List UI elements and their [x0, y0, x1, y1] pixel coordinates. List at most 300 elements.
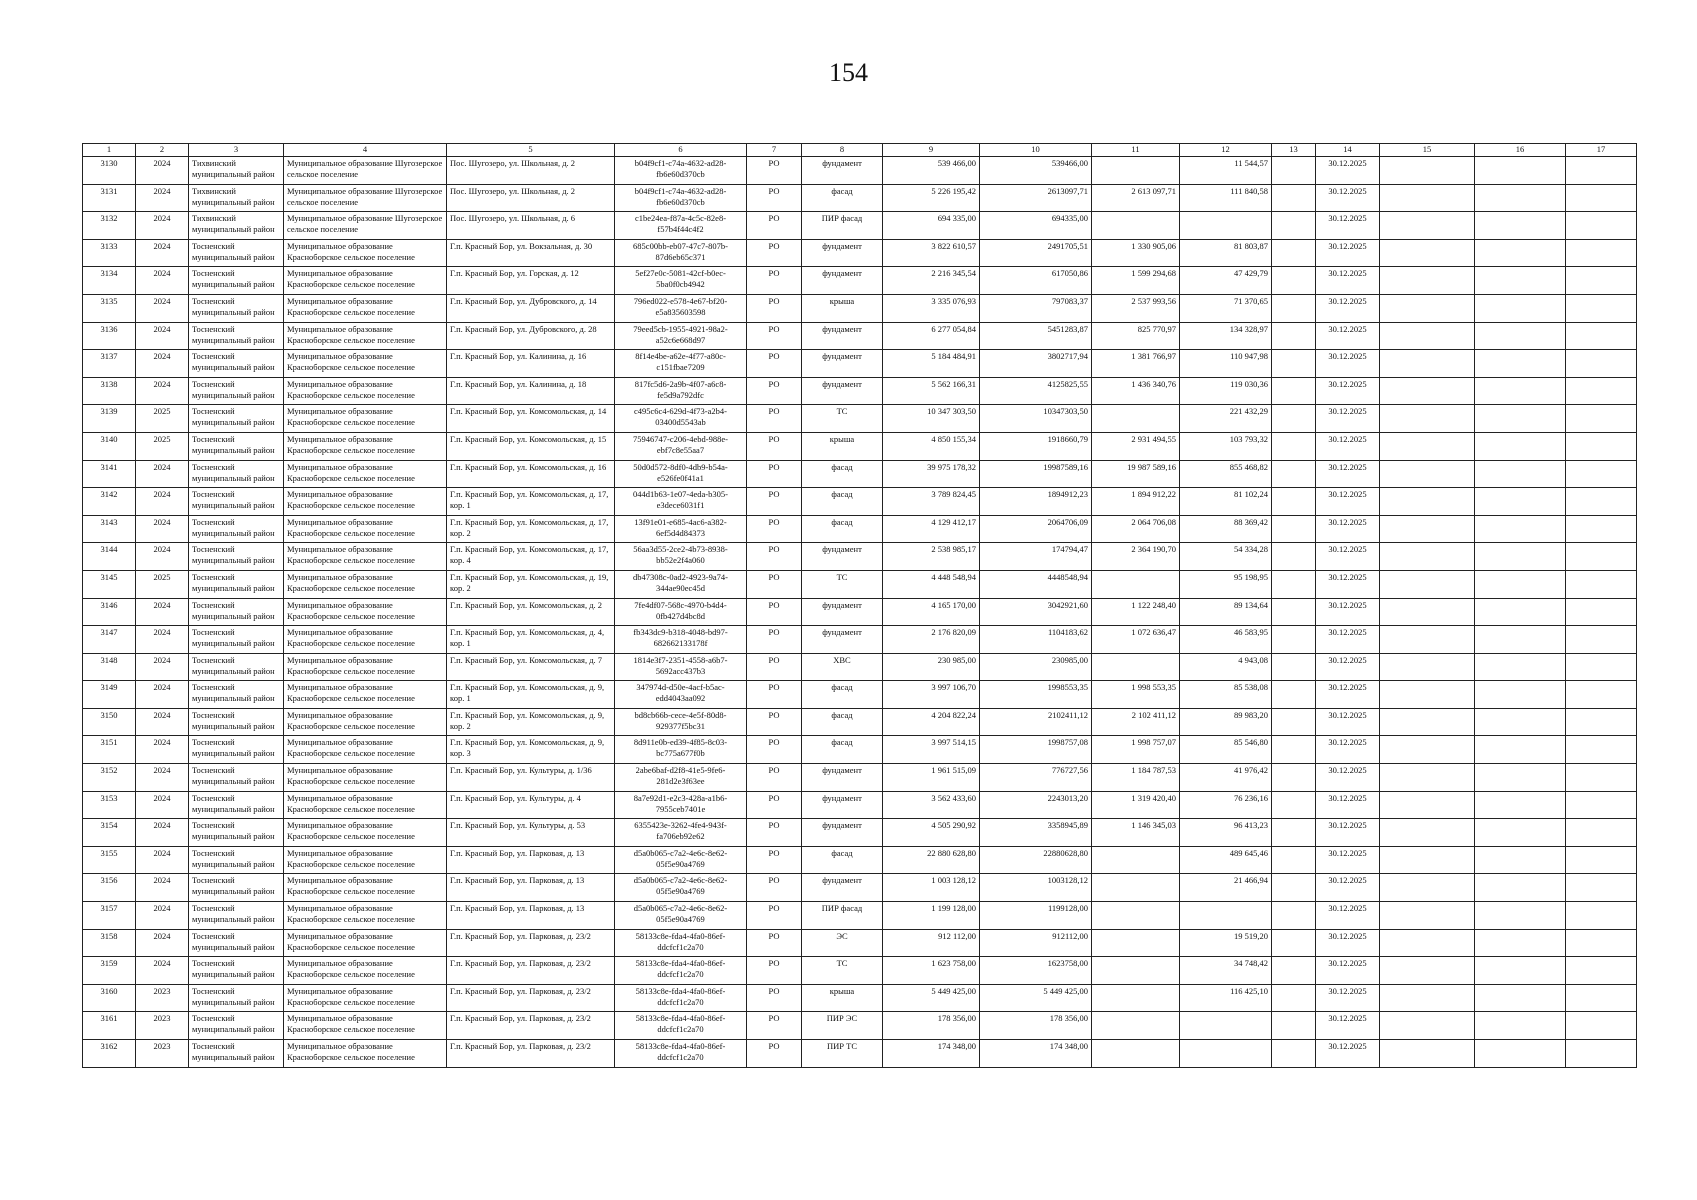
table-cell-col-5: Г.п. Красный Бор, ул. Калинина, д. 16 — [447, 350, 615, 378]
table-cell-col-1: 3148 — [83, 653, 136, 681]
table-cell-col-14: 30.12.2025 — [1316, 874, 1380, 902]
column-header-2: 2 — [136, 144, 189, 157]
table-cell-col-2: 2024 — [136, 267, 189, 295]
column-header-3: 3 — [189, 144, 284, 157]
table-cell-col-15 — [1380, 929, 1475, 957]
table-row — [83, 929, 1637, 957]
table-cell-col-12: 110 947,98 — [1180, 350, 1272, 378]
table-cell-col-14: 30.12.2025 — [1316, 653, 1380, 681]
table-cell-col-3: Тосненский муниципальный район — [189, 377, 284, 405]
table-cell-col-16 — [1475, 929, 1566, 957]
table-cell-col-10: 174794,47 — [980, 543, 1092, 571]
table-cell-col-14: 30.12.2025 — [1316, 902, 1380, 930]
table-cell-col-15 — [1380, 681, 1475, 709]
table-cell-col-12: 19 519,20 — [1180, 929, 1272, 957]
table-cell-col-3: Тосненский муниципальный район — [189, 626, 284, 654]
table-cell-col-1: 3136 — [83, 322, 136, 350]
table-cell-col-12: 489 645,46 — [1180, 846, 1272, 874]
table-cell-col-10: 5451283,87 — [980, 322, 1092, 350]
table-cell-col-8: ПИР ТС — [802, 1040, 883, 1068]
table-cell-col-10: 617050,86 — [980, 267, 1092, 295]
table-cell-col-10: 22880628,80 — [980, 846, 1092, 874]
table-cell-col-17 — [1566, 846, 1637, 874]
table-cell-col-8: ЭС — [802, 929, 883, 957]
table-cell-col-10: 10347303,50 — [980, 405, 1092, 433]
column-header-5: 5 — [447, 144, 615, 157]
table-cell-col-11: 1 599 294,68 — [1092, 267, 1180, 295]
table-cell-col-2: 2024 — [136, 460, 189, 488]
table-cell-col-8: фундамент — [802, 377, 883, 405]
table-cell-col-2: 2025 — [136, 570, 189, 598]
table-cell-col-1: 3155 — [83, 846, 136, 874]
table-cell-col-8: фундамент — [802, 157, 883, 185]
table-cell-col-11: 1 894 912,22 — [1092, 488, 1180, 516]
table-row — [83, 764, 1637, 792]
table-cell-col-10: 539466,00 — [980, 157, 1092, 185]
table-cell-col-7: РО — [747, 543, 802, 571]
table-cell-col-4: Муниципальное образование Красноборское сельское поселение — [284, 570, 447, 598]
table-cell-col-10: 2064706,09 — [980, 515, 1092, 543]
table-cell-col-11: 2 537 993,56 — [1092, 294, 1180, 322]
table-cell-col-7: РО — [747, 570, 802, 598]
table-cell-col-14: 30.12.2025 — [1316, 708, 1380, 736]
table-cell-col-17 — [1566, 184, 1637, 212]
table-cell-col-10: 2491705,51 — [980, 239, 1092, 267]
column-header-7: 7 — [747, 144, 802, 157]
table-cell-col-14: 30.12.2025 — [1316, 267, 1380, 295]
table-cell-col-5: Г.п. Красный Бор, ул. Парковая, д. 23/2 — [447, 957, 615, 985]
table-cell-col-9: 3 822 610,57 — [883, 239, 980, 267]
table-cell-col-3: Тосненский муниципальный район — [189, 543, 284, 571]
table-cell-col-6: 044d1b63-1e07-4eda-b305-e3dece6031f1 — [615, 488, 747, 516]
table-cell-col-1: 3162 — [83, 1040, 136, 1068]
table-cell-col-9: 912 112,00 — [883, 929, 980, 957]
table-cell-col-7: РО — [747, 598, 802, 626]
table-cell-col-10: 2613097,71 — [980, 184, 1092, 212]
table-cell-col-7: РО — [747, 184, 802, 212]
table-cell-col-7: РО — [747, 957, 802, 985]
table-cell-col-2: 2023 — [136, 1040, 189, 1068]
table-cell-col-10: 3042921,60 — [980, 598, 1092, 626]
table-cell-col-15 — [1380, 653, 1475, 681]
column-header-9: 9 — [883, 144, 980, 157]
table-cell-col-2: 2024 — [136, 681, 189, 709]
table-cell-col-2: 2024 — [136, 736, 189, 764]
table-cell-col-2: 2024 — [136, 543, 189, 571]
table-cell-col-3: Тосненский муниципальный район — [189, 350, 284, 378]
table-cell-col-11: 2 364 190,70 — [1092, 543, 1180, 571]
table-cell-col-15 — [1380, 212, 1475, 240]
table-cell-col-7: РО — [747, 294, 802, 322]
table-cell-col-5: Г.п. Красный Бор, ул. Дубровского, д. 14 — [447, 294, 615, 322]
table-cell-col-9: 5 449 425,00 — [883, 984, 980, 1012]
table-cell-col-14: 30.12.2025 — [1316, 736, 1380, 764]
table-cell-col-15 — [1380, 432, 1475, 460]
table-cell-col-1: 3138 — [83, 377, 136, 405]
table-cell-col-3: Тосненский муниципальный район — [189, 984, 284, 1012]
table-cell-col-12: 47 429,79 — [1180, 267, 1272, 295]
table-cell-col-15 — [1380, 626, 1475, 654]
table-cell-col-9: 174 348,00 — [883, 1040, 980, 1068]
table-cell-col-9: 1 961 515,09 — [883, 764, 980, 792]
table-cell-col-17 — [1566, 791, 1637, 819]
table-cell-col-17 — [1566, 681, 1637, 709]
table-cell-col-1: 3154 — [83, 819, 136, 847]
table-cell-col-6: 2abe6baf-d2f8-41e5-9fe6-281d2e3f63ee — [615, 764, 747, 792]
table-cell-col-16 — [1475, 267, 1566, 295]
table-cell-col-12: 76 236,16 — [1180, 791, 1272, 819]
table-cell-col-13 — [1272, 294, 1316, 322]
table-cell-col-4: Муниципальное образование Красноборское сельское поселение — [284, 626, 447, 654]
table-cell-col-8: крыша — [802, 984, 883, 1012]
table-row — [83, 515, 1637, 543]
table-cell-col-9: 2 538 985,17 — [883, 543, 980, 571]
table-cell-col-13 — [1272, 708, 1316, 736]
table-cell-col-17 — [1566, 432, 1637, 460]
table-cell-col-12: 89 134,64 — [1180, 598, 1272, 626]
table-cell-col-6: 58133c8e-fda4-4fa0-86ef-ddcfcf1c2a70 — [615, 1040, 747, 1068]
table-cell-col-11 — [1092, 846, 1180, 874]
table-cell-col-2: 2025 — [136, 432, 189, 460]
table-cell-col-9: 2 176 820,09 — [883, 626, 980, 654]
table-cell-col-8: фасад — [802, 184, 883, 212]
table-cell-col-2: 2024 — [136, 708, 189, 736]
table-row — [83, 157, 1637, 185]
table-cell-col-9: 230 985,00 — [883, 653, 980, 681]
table-cell-col-15 — [1380, 488, 1475, 516]
table-cell-col-12: 85 538,08 — [1180, 681, 1272, 709]
table-cell-col-1: 3157 — [83, 902, 136, 930]
table-cell-col-6: b04f9cf1-c74a-4632-ad28-fb6e60d370cb — [615, 184, 747, 212]
table-cell-col-17 — [1566, 598, 1637, 626]
table-cell-col-11: 1 998 757,07 — [1092, 736, 1180, 764]
table-cell-col-5: Пос. Шугозеро, ул. Школьная, д. 2 — [447, 157, 615, 185]
table-cell-col-10: 19987589,16 — [980, 460, 1092, 488]
table-cell-col-14: 30.12.2025 — [1316, 157, 1380, 185]
table-cell-col-15 — [1380, 405, 1475, 433]
table-cell-col-6: 8d911e0b-ed39-4f85-8c03-bc775a677f0b — [615, 736, 747, 764]
table-cell-col-11 — [1092, 957, 1180, 985]
table-cell-col-10: 1894912,23 — [980, 488, 1092, 516]
table-cell-col-5: Г.п. Красный Бор, ул. Комсомольская, д. 16 — [447, 460, 615, 488]
table-cell-col-14: 30.12.2025 — [1316, 488, 1380, 516]
table-cell-col-8: ПИР фасад — [802, 902, 883, 930]
table-cell-col-5: Г.п. Красный Бор, ул. Парковая, д. 13 — [447, 874, 615, 902]
table-cell-col-11: 1 319 420,40 — [1092, 791, 1180, 819]
table-cell-col-10: 174 348,00 — [980, 1040, 1092, 1068]
table-cell-col-10: 1998553,35 — [980, 681, 1092, 709]
table-row — [83, 819, 1637, 847]
table-cell-col-2: 2024 — [136, 626, 189, 654]
table-cell-col-16 — [1475, 157, 1566, 185]
table-cell-col-12 — [1180, 1012, 1272, 1040]
table-cell-col-16 — [1475, 405, 1566, 433]
table-cell-col-4: Муниципальное образование Красноборское сельское поселение — [284, 598, 447, 626]
table-cell-col-11: 1 072 636,47 — [1092, 626, 1180, 654]
table-cell-col-10: 1998757,08 — [980, 736, 1092, 764]
table-cell-col-12: 855 468,82 — [1180, 460, 1272, 488]
table-cell-col-13 — [1272, 157, 1316, 185]
table-cell-col-3: Тосненский муниципальный район — [189, 460, 284, 488]
table-cell-col-1: 3147 — [83, 626, 136, 654]
table-cell-col-15 — [1380, 267, 1475, 295]
table-cell-col-15 — [1380, 598, 1475, 626]
table-cell-col-9: 4 448 548,94 — [883, 570, 980, 598]
table-cell-col-14: 30.12.2025 — [1316, 819, 1380, 847]
table-cell-col-7: РО — [747, 515, 802, 543]
header-row — [83, 144, 1637, 157]
table-cell-col-11: 1 381 766,97 — [1092, 350, 1180, 378]
table-cell-col-12: 54 334,28 — [1180, 543, 1272, 571]
table-cell-col-17 — [1566, 543, 1637, 571]
table-cell-col-9: 5 226 195,42 — [883, 184, 980, 212]
table-cell-col-16 — [1475, 874, 1566, 902]
table-cell-col-12: 88 369,42 — [1180, 515, 1272, 543]
table-body — [83, 157, 1637, 1068]
table-cell-col-9: 22 880 628,80 — [883, 846, 980, 874]
column-header-6: 6 — [615, 144, 747, 157]
table-cell-col-14: 30.12.2025 — [1316, 322, 1380, 350]
table-cell-col-9: 2 216 345,54 — [883, 267, 980, 295]
table-cell-col-3: Тосненский муниципальный район — [189, 405, 284, 433]
table-cell-col-16 — [1475, 626, 1566, 654]
table-cell-col-11 — [1092, 212, 1180, 240]
table-cell-col-8: фундамент — [802, 543, 883, 571]
table-cell-col-6: 13f91e01-e685-4ac6-a382-6ef5d4d84373 — [615, 515, 747, 543]
table-cell-col-10: 3358945,89 — [980, 819, 1092, 847]
table-cell-col-9: 3 997 514,15 — [883, 736, 980, 764]
table-cell-col-5: Г.п. Красный Бор, ул. Парковая, д. 13 — [447, 902, 615, 930]
table-cell-col-13 — [1272, 626, 1316, 654]
table-row — [83, 184, 1637, 212]
table-cell-col-5: Г.п. Красный Бор, ул. Культуры, д. 1/36 — [447, 764, 615, 792]
table-cell-col-8: крыша — [802, 432, 883, 460]
table-cell-col-12: 85 546,80 — [1180, 736, 1272, 764]
table-cell-col-17 — [1566, 570, 1637, 598]
table-cell-col-13 — [1272, 322, 1316, 350]
table-cell-col-14: 30.12.2025 — [1316, 681, 1380, 709]
table-row — [83, 1012, 1637, 1040]
table-cell-col-10: 4125825,55 — [980, 377, 1092, 405]
table-cell-col-12 — [1180, 212, 1272, 240]
table-cell-col-10: 797083,37 — [980, 294, 1092, 322]
table-cell-col-10: 1199128,00 — [980, 902, 1092, 930]
table-row — [83, 984, 1637, 1012]
table-cell-col-17 — [1566, 377, 1637, 405]
column-header-1: 1 — [83, 144, 136, 157]
table-cell-col-9: 1 623 758,00 — [883, 957, 980, 985]
table-cell-col-7: РО — [747, 708, 802, 736]
table-cell-col-8: фасад — [802, 681, 883, 709]
table-cell-col-10: 2102411,12 — [980, 708, 1092, 736]
table-cell-col-7: РО — [747, 432, 802, 460]
table-cell-col-9: 3 789 824,45 — [883, 488, 980, 516]
table-cell-col-6: b04f9cf1-c74a-4632-ad28-fb6e60d370cb — [615, 157, 747, 185]
table-cell-col-1: 3137 — [83, 350, 136, 378]
table-cell-col-15 — [1380, 239, 1475, 267]
table-cell-col-16 — [1475, 957, 1566, 985]
table-cell-col-17 — [1566, 653, 1637, 681]
table-cell-col-14: 30.12.2025 — [1316, 350, 1380, 378]
table-cell-col-3: Тосненский муниципальный район — [189, 1040, 284, 1068]
table-cell-col-4: Муниципальное образование Красноборское сельское поселение — [284, 377, 447, 405]
table-row — [83, 957, 1637, 985]
table-cell-col-11: 1 146 345,03 — [1092, 819, 1180, 847]
table-cell-col-11: 2 613 097,71 — [1092, 184, 1180, 212]
table-cell-col-4: Муниципальное образование Красноборское сельское поселение — [284, 736, 447, 764]
table-cell-col-15 — [1380, 957, 1475, 985]
table-cell-col-8: ТС — [802, 570, 883, 598]
table-cell-col-7: РО — [747, 681, 802, 709]
table-cell-col-10: 3802717,94 — [980, 350, 1092, 378]
table-cell-col-1: 3150 — [83, 708, 136, 736]
table-cell-col-1: 3140 — [83, 432, 136, 460]
table-cell-col-9: 178 356,00 — [883, 1012, 980, 1040]
table-cell-col-8: фундамент — [802, 874, 883, 902]
table-cell-col-11: 19 987 589,16 — [1092, 460, 1180, 488]
table-cell-col-2: 2024 — [136, 874, 189, 902]
table-cell-col-6: 58133c8e-fda4-4fa0-86ef-ddcfcf1c2a70 — [615, 929, 747, 957]
table-cell-col-2: 2024 — [136, 598, 189, 626]
table-cell-col-2: 2023 — [136, 984, 189, 1012]
table-cell-col-3: Тосненский муниципальный район — [189, 239, 284, 267]
table-cell-col-3: Тосненский муниципальный район — [189, 929, 284, 957]
table-cell-col-4: Муниципальное образование Красноборское сельское поселение — [284, 515, 447, 543]
table-cell-col-8: ПИР ЭС — [802, 1012, 883, 1040]
table-cell-col-15 — [1380, 819, 1475, 847]
table-cell-col-6: c495c6c4-629d-4f73-a2b4-03400d5543ab — [615, 405, 747, 433]
table-cell-col-16 — [1475, 681, 1566, 709]
table-cell-col-17 — [1566, 902, 1637, 930]
table-cell-col-7: РО — [747, 626, 802, 654]
table-cell-col-7: РО — [747, 653, 802, 681]
table-cell-col-16 — [1475, 294, 1566, 322]
table-cell-col-11 — [1092, 653, 1180, 681]
table-row — [83, 239, 1637, 267]
table-cell-col-14: 30.12.2025 — [1316, 405, 1380, 433]
table-cell-col-7: РО — [747, 460, 802, 488]
table-cell-col-17 — [1566, 764, 1637, 792]
table-cell-col-7: РО — [747, 902, 802, 930]
table-cell-col-14: 30.12.2025 — [1316, 764, 1380, 792]
table-cell-col-11 — [1092, 874, 1180, 902]
table-cell-col-9: 3 335 076,93 — [883, 294, 980, 322]
table-cell-col-1: 3131 — [83, 184, 136, 212]
table-cell-col-16 — [1475, 350, 1566, 378]
table-cell-col-7: РО — [747, 1012, 802, 1040]
table-cell-col-1: 3143 — [83, 515, 136, 543]
table-cell-col-14: 30.12.2025 — [1316, 1012, 1380, 1040]
table-cell-col-5: Г.п. Красный Бор, ул. Комсомольская, д. 17, кор. 2 — [447, 515, 615, 543]
table-cell-col-16 — [1475, 708, 1566, 736]
table-cell-col-14: 30.12.2025 — [1316, 543, 1380, 571]
table-cell-col-4: Муниципальное образование Красноборское сельское поселение — [284, 653, 447, 681]
table-cell-col-1: 3134 — [83, 267, 136, 295]
table-cell-col-2: 2024 — [136, 239, 189, 267]
table-cell-col-9: 539 466,00 — [883, 157, 980, 185]
table-cell-col-17 — [1566, 1012, 1637, 1040]
table-cell-col-7: РО — [747, 157, 802, 185]
table-cell-col-2: 2024 — [136, 929, 189, 957]
register-table — [82, 143, 1637, 1068]
table-cell-col-6: 58133c8e-fda4-4fa0-86ef-ddcfcf1c2a70 — [615, 984, 747, 1012]
table-cell-col-11 — [1092, 157, 1180, 185]
table-cell-col-4: Муниципальное образование Красноборское сельское поселение — [284, 929, 447, 957]
table-cell-col-8: ТС — [802, 957, 883, 985]
table-cell-col-16 — [1475, 322, 1566, 350]
table-cell-col-6: 50d0d572-8df0-4db9-b54a-e526fe0f41a1 — [615, 460, 747, 488]
table-cell-col-3: Тосненский муниципальный район — [189, 764, 284, 792]
column-header-17: 17 — [1566, 144, 1637, 157]
table-cell-col-8: фасад — [802, 708, 883, 736]
table-cell-col-12: 103 793,32 — [1180, 432, 1272, 460]
table-cell-col-16 — [1475, 460, 1566, 488]
table-cell-col-6: d5a0b065-c7a2-4e6c-8e62-05f5e90a4769 — [615, 874, 747, 902]
table-cell-col-1: 3151 — [83, 736, 136, 764]
table-cell-col-12: 4 943,08 — [1180, 653, 1272, 681]
table-cell-col-6: 796ed022-e578-4e67-bf20-e5a835603598 — [615, 294, 747, 322]
table-cell-col-11 — [1092, 570, 1180, 598]
table-cell-col-16 — [1475, 819, 1566, 847]
table-cell-col-3: Тосненский муниципальный район — [189, 294, 284, 322]
table-cell-col-7: РО — [747, 874, 802, 902]
table-cell-col-8: ТС — [802, 405, 883, 433]
table-cell-col-13 — [1272, 405, 1316, 433]
table-cell-col-7: РО — [747, 819, 802, 847]
column-header-12: 12 — [1180, 144, 1272, 157]
table-cell-col-4: Муниципальное образование Красноборское сельское поселение — [284, 543, 447, 571]
table-cell-col-11: 2 102 411,12 — [1092, 708, 1180, 736]
table-cell-col-16 — [1475, 902, 1566, 930]
table-cell-col-9: 1 199 128,00 — [883, 902, 980, 930]
column-header-16: 16 — [1475, 144, 1566, 157]
table-cell-col-12 — [1180, 1040, 1272, 1068]
table-cell-col-15 — [1380, 1040, 1475, 1068]
table-cell-col-3: Тосненский муниципальный район — [189, 708, 284, 736]
table-cell-col-1: 3158 — [83, 929, 136, 957]
table-cell-col-6: fb343dc9-b318-4048-bd97-682662133178f — [615, 626, 747, 654]
table-cell-col-2: 2024 — [136, 488, 189, 516]
table-cell-col-14: 30.12.2025 — [1316, 239, 1380, 267]
table-cell-col-14: 30.12.2025 — [1316, 184, 1380, 212]
table-cell-col-13 — [1272, 460, 1316, 488]
table-cell-col-5: Г.п. Красный Бор, ул. Комсомольская, д. 17, кор. 1 — [447, 488, 615, 516]
table-cell-col-10: 1003128,12 — [980, 874, 1092, 902]
table-cell-col-6: 8a7e92d1-e2c3-428a-a1b6-7955ceb7401e — [615, 791, 747, 819]
table-cell-col-15 — [1380, 184, 1475, 212]
table-cell-col-13 — [1272, 598, 1316, 626]
table-cell-col-5: Пос. Шугозеро, ул. Школьная, д. 2 — [447, 184, 615, 212]
table-cell-col-11 — [1092, 1040, 1180, 1068]
table-cell-col-1: 3146 — [83, 598, 136, 626]
table-cell-col-3: Тихвинский муниципальный район — [189, 212, 284, 240]
table-row — [83, 902, 1637, 930]
table-row — [83, 681, 1637, 709]
table-cell-col-14: 30.12.2025 — [1316, 377, 1380, 405]
table-cell-col-8: фасад — [802, 515, 883, 543]
table-row — [83, 212, 1637, 240]
table-cell-col-8: фундамент — [802, 764, 883, 792]
table-cell-col-17 — [1566, 929, 1637, 957]
table-cell-col-12: 111 840,58 — [1180, 184, 1272, 212]
table-cell-col-12: 81 102,24 — [1180, 488, 1272, 516]
table-cell-col-15 — [1380, 764, 1475, 792]
table-cell-col-16 — [1475, 543, 1566, 571]
table-cell-col-12: 116 425,10 — [1180, 984, 1272, 1012]
table-cell-col-12: 21 466,94 — [1180, 874, 1272, 902]
table-cell-col-14: 30.12.2025 — [1316, 570, 1380, 598]
table-cell-col-2: 2024 — [136, 957, 189, 985]
